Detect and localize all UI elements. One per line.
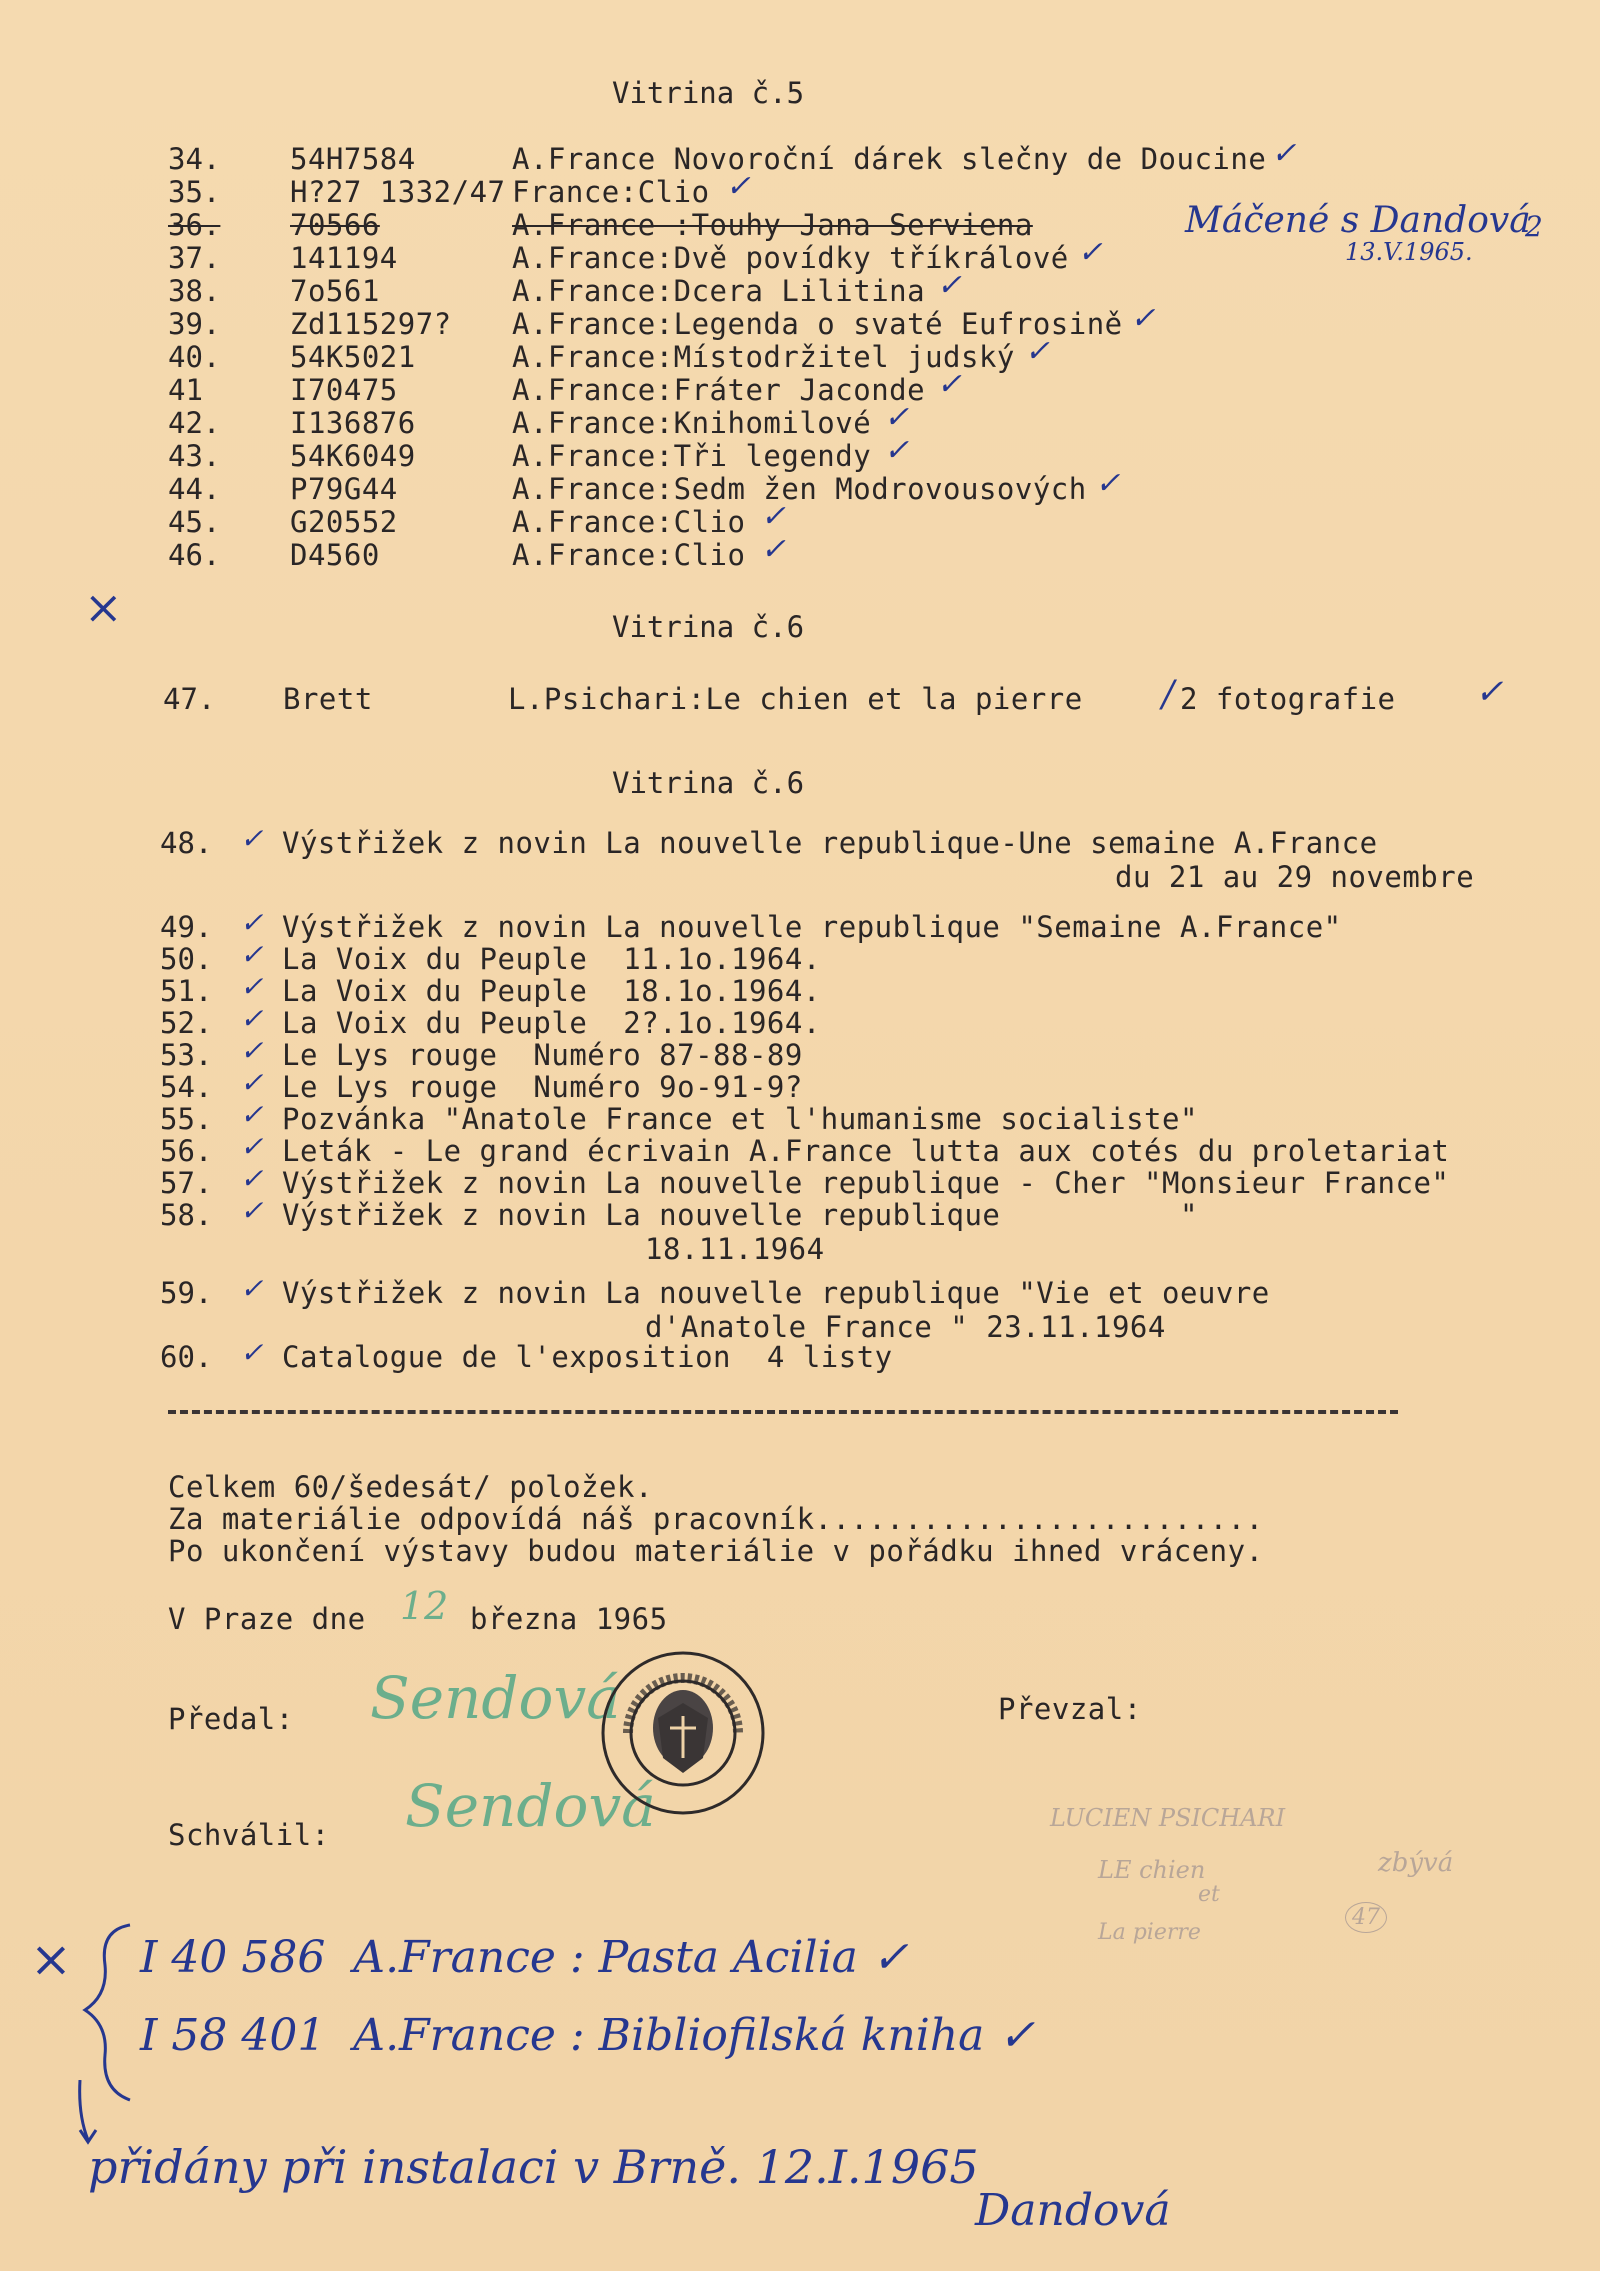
row-text: La Voix du Peuple 11.1o.1964. xyxy=(282,942,821,976)
row-title: A.France :Touhy Jana Serviena xyxy=(512,208,1033,242)
check-icon: ✓ xyxy=(760,499,786,534)
check-icon: ✓ xyxy=(1475,672,1504,712)
predal-label: Předal: xyxy=(168,1702,294,1736)
check-icon: ✓ xyxy=(240,1130,264,1163)
bottom-line2: I 58 401 A.France : Bibliofilská kniha ✓ xyxy=(140,2010,1036,2061)
date-suffix: března 1965 xyxy=(470,1602,668,1636)
margin-note-date: 13.V.1965. xyxy=(1345,238,1473,266)
row-text: Catalogue de l'exposition 4 listy xyxy=(282,1340,893,1374)
row-id: I70475 xyxy=(290,373,398,407)
stamp-seal xyxy=(598,1648,768,1818)
check-icon: ✓ xyxy=(240,1162,264,1195)
row-num: 60. xyxy=(160,1340,213,1374)
row-text: Le Lys rouge Numéro 87-88-89 xyxy=(282,1038,803,1072)
row-num: 34. xyxy=(168,142,221,176)
row-title: A.France:Tři legendy xyxy=(512,439,872,473)
row-num: 41 xyxy=(168,373,203,407)
row-id: I136876 xyxy=(290,406,416,440)
row-text-continued: 18.11.1964 xyxy=(645,1232,825,1266)
row-id: 54H7584 xyxy=(290,142,416,176)
check-icon: ✓ xyxy=(1130,301,1156,336)
row-num: 49. xyxy=(160,910,213,944)
schvalil-signature: Sendová xyxy=(405,1772,656,1840)
divider xyxy=(168,1410,1398,1414)
check-icon: ✓ xyxy=(884,433,910,468)
row-id: Brett xyxy=(283,682,373,716)
check-icon: ✓ xyxy=(240,1066,264,1099)
row-num: 36. xyxy=(168,208,221,242)
row-title: A.France:Fráter Jaconde xyxy=(512,373,926,407)
check-icon: ✓ xyxy=(1095,466,1121,501)
bottom-line3: přidány při instalaci v Brně. 12.I.1965 xyxy=(88,2140,979,2194)
row-id: Zd115297? xyxy=(290,307,452,341)
row-num: 43. xyxy=(168,439,221,473)
row-num: 51. xyxy=(160,974,213,1008)
row-num: 46. xyxy=(168,538,221,572)
date-handwritten: 12 xyxy=(400,1584,449,1628)
check-icon: ✓ xyxy=(725,169,751,204)
footer-return: Po ukončení výstavy budou materiálie v pořádku ihned vráceny. xyxy=(168,1534,1264,1568)
row-num: 50. xyxy=(160,942,213,976)
row-id: 54K5021 xyxy=(290,340,416,374)
section5-heading: Vitrina č.5 xyxy=(612,76,805,110)
check-icon: ✓ xyxy=(936,268,962,303)
check-icon: ✓ xyxy=(240,906,264,939)
check-icon: ✓ xyxy=(240,822,264,855)
row-text: Výstřižek z novin La nouvelle republique "Semaine A.France" xyxy=(282,910,1342,944)
row-text: Leták - Le grand écrivain A.France lutta aux cotés du proletariat xyxy=(282,1134,1450,1168)
row-text: Výstřižek z novin La nouvelle republique - Cher "Monsieur France" xyxy=(282,1166,1450,1200)
row-num: 38. xyxy=(168,274,221,308)
schvalil-label: Schválil: xyxy=(168,1818,330,1852)
row-title: A.France Novoroční dárek slečny de Doucine xyxy=(512,142,1267,176)
row-text: Výstřižek z novin La nouvelle republique " xyxy=(282,1198,1198,1232)
faint-note-line3: et xyxy=(1198,1882,1220,1907)
check-icon: ✓ xyxy=(240,1002,264,1035)
row-num: 55. xyxy=(160,1102,213,1136)
row-title: A.France:Knihomilové xyxy=(512,406,872,440)
faint-note-line1: LUCIEN PSICHARI xyxy=(1050,1804,1286,1832)
row-num: 53. xyxy=(160,1038,213,1072)
cross-mark: × xyxy=(84,580,123,634)
check-icon: ✓ xyxy=(1024,334,1050,369)
check-icon: ✓ xyxy=(884,400,910,435)
row-num: 40. xyxy=(168,340,221,374)
check-icon: ✓ xyxy=(760,532,786,567)
row-extra: 2 fotografie xyxy=(1180,682,1396,716)
row-num: 57. xyxy=(160,1166,213,1200)
section6b-heading: Vitrina č.6 xyxy=(612,766,805,800)
check-icon: ✓ xyxy=(936,367,962,402)
check-icon: ✓ xyxy=(240,1194,264,1227)
margin-note-2: 2 xyxy=(1525,210,1543,243)
row-text-continued: d'Anatole France " 23.11.1964 xyxy=(645,1310,1166,1344)
check-icon: ✓ xyxy=(1077,235,1103,270)
row-title: A.France:Místodržitel judský xyxy=(512,340,1015,374)
bottom-line1: I 40 586 A.France : Pasta Acilia ✓ xyxy=(140,1932,909,1983)
row-id: 141194 xyxy=(290,241,398,275)
row-title: France:Clio xyxy=(512,175,710,209)
date-prefix: V Praze dne xyxy=(168,1602,366,1636)
row-num: 39. xyxy=(168,307,221,341)
row-title: L.Psichari:Le chien et la pierre xyxy=(508,682,1083,716)
check-icon: ✓ xyxy=(240,970,264,1003)
row-text: La Voix du Peuple 2?.1o.1964. xyxy=(282,1006,821,1040)
row-id: 70566 xyxy=(290,208,380,242)
row-id: P79G44 xyxy=(290,472,398,506)
row-text: La Voix du Peuple 18.1o.1964. xyxy=(282,974,821,1008)
check-icon: ✓ xyxy=(240,1098,264,1131)
check-icon: ✓ xyxy=(1271,136,1297,171)
row-title: A.France:Sedm žen Modrovousových xyxy=(512,472,1087,506)
row-id: 54K6049 xyxy=(290,439,416,473)
row-num: 47. xyxy=(163,682,216,716)
row-text-continued: du 21 au 29 novembre xyxy=(1115,860,1475,894)
predal-signature: Sendová xyxy=(370,1664,621,1732)
bottom-signature: Dandová xyxy=(975,2185,1171,2236)
row-title: A.France:Clio xyxy=(512,505,746,539)
row-num: 37. xyxy=(168,241,221,275)
row-id: H?27 1332/47 xyxy=(290,175,506,209)
row-title: A.France:Dcera Lilitina xyxy=(512,274,926,308)
prevzal-label: Převzal: xyxy=(998,1692,1142,1726)
bottom-cross-mark: × xyxy=(30,1930,72,1988)
row-title: A.France:Legenda o svaté Eufrosině xyxy=(512,307,1123,341)
check-icon: ✓ xyxy=(240,938,264,971)
check-icon: ✓ xyxy=(240,1272,264,1305)
row-num: 56. xyxy=(160,1134,213,1168)
row-text: Pozvánka "Anatole France et l'humanisme socialiste" xyxy=(282,1102,1198,1136)
row-num: 59. xyxy=(160,1276,213,1310)
margin-note: Máčené s Dandová xyxy=(1185,200,1531,241)
footer-responsible: Za materiálie odpovídá náš pracovník......................... xyxy=(168,1502,1264,1536)
faint-note-line2: LE chien xyxy=(1098,1856,1206,1884)
faint-note-right: zbývá xyxy=(1378,1848,1454,1878)
faint-note-line4: La pierre xyxy=(1098,1920,1201,1945)
row-title: A.France:Clio xyxy=(512,538,746,572)
row-text: Výstřižek z novin La nouvelle republique "Vie et oeuvre xyxy=(282,1276,1270,1310)
row-id: D4560 xyxy=(290,538,380,572)
row-num: 48. xyxy=(160,826,213,860)
row-num: 42. xyxy=(168,406,221,440)
row-text: Výstřižek z novin La nouvelle republique-Une semaine A.France xyxy=(282,826,1378,860)
row-id: 7o561 xyxy=(290,274,380,308)
row-num: 45. xyxy=(168,505,221,539)
row-text: Le Lys rouge Numéro 9o-91-9? xyxy=(282,1070,803,1104)
row-num: 58. xyxy=(160,1198,213,1232)
check-icon: ✓ xyxy=(240,1336,264,1369)
row-title: A.France:Dvě povídky tříkrálové xyxy=(512,241,1069,275)
check-icon: ✓ xyxy=(240,1034,264,1067)
faint-note-num: 47 xyxy=(1345,1902,1387,1933)
row-num: 52. xyxy=(160,1006,213,1040)
row-id: G20552 xyxy=(290,505,398,539)
row-num: 44. xyxy=(168,472,221,506)
check-icon: / xyxy=(1162,674,1175,715)
section6a-heading: Vitrina č.6 xyxy=(612,610,805,644)
footer-total: Celkem 60/šedesát/ položek. xyxy=(168,1470,653,1504)
row-num: 54. xyxy=(160,1070,213,1104)
row-num: 35. xyxy=(168,175,221,209)
